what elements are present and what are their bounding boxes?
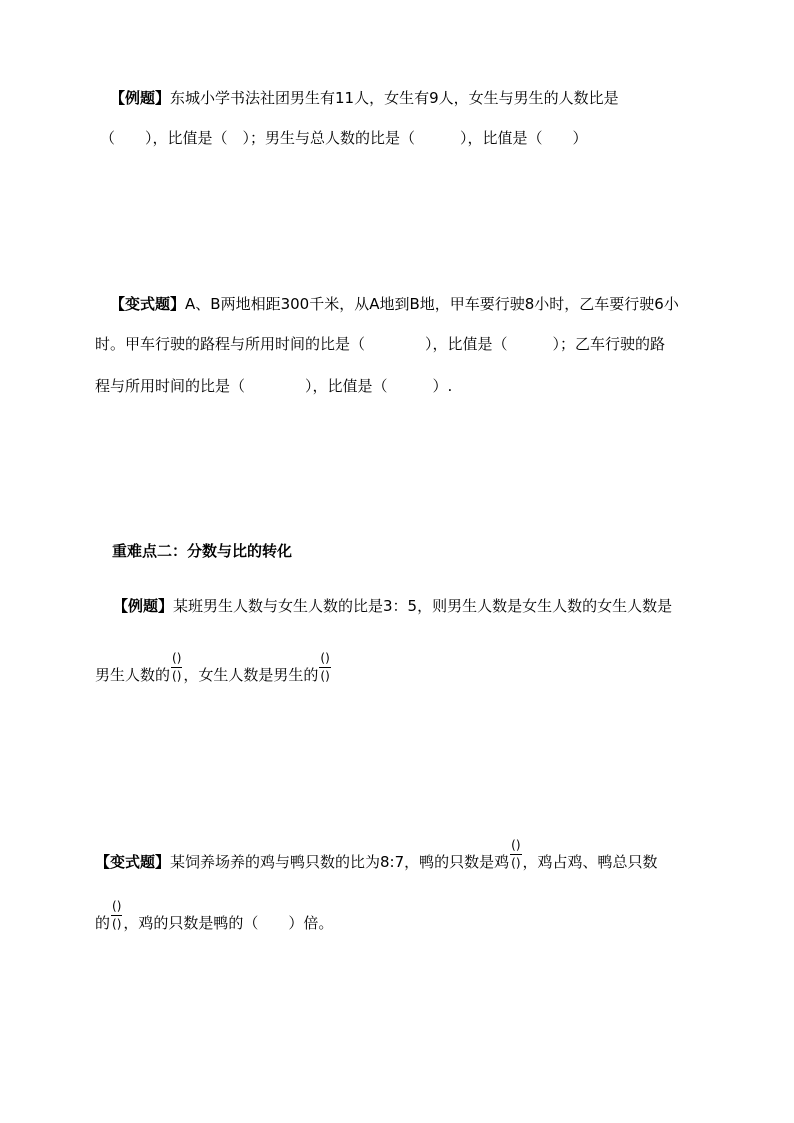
variant2-line2 [95, 899, 334, 939]
variant2-text1b: ，鸡占鸡、鸭总只数 [522, 853, 658, 871]
example2-tag: 【例题】 [113, 597, 174, 615]
fraction-blank[interactable] [171, 652, 182, 683]
example2-text1: 某班男生人数与女生人数的比是3：5，则男生人数是女生人数的女生人数是 [173, 597, 673, 615]
fraction-blank[interactable] [111, 900, 122, 931]
example1-text2: （ ），比值是（ ）；男生与总人数的比是（ ），比值是（ ） [100, 129, 588, 147]
fraction-numerator: () [172, 651, 182, 665]
variant1-text1: A、B两地相距300千米，从A地到B地，甲车要行驶8小时，乙车要行驶6小 [185, 295, 679, 313]
example1-line1 [110, 88, 619, 108]
variant2-text2a: 的 [95, 914, 111, 932]
variant1-text3: 程与所用时间的比是（ ），比值是（ ）. [95, 377, 453, 395]
fraction-denominator: () [511, 856, 521, 870]
fraction-denominator: () [172, 669, 182, 683]
example2-text2b: ，女生人数是男生的 [183, 666, 319, 684]
variant2-text1a: 某饲养场养的鸡与鸭只数的比为8:7，鸭的只数是鸡 [170, 853, 510, 871]
example2-line2 [95, 651, 332, 691]
variant1-text2: 时。甲车行驶的路程与所用时间的比是（ ），比值是（ ）；乙车行驶的路 [95, 335, 666, 353]
example1-tag: 【例题】 [110, 89, 171, 107]
variant1-line3 [95, 376, 452, 396]
fraction-numerator: () [511, 838, 521, 852]
fraction-denominator: () [112, 917, 122, 931]
example2-text2a: 男生人数的 [95, 666, 171, 684]
fraction-bar [510, 854, 521, 855]
fraction-bar [319, 667, 330, 668]
fraction-bar [111, 915, 122, 916]
variant1-line1 [110, 294, 679, 314]
variant1-line2 [95, 334, 665, 354]
fraction-numerator: () [320, 651, 330, 665]
variant2-tag: 【变式题】 [95, 853, 171, 871]
variant1-tag: 【变式题】 [110, 295, 186, 313]
fraction-denominator: () [320, 669, 330, 683]
fraction-blank[interactable] [319, 652, 330, 683]
example1-line2 [100, 128, 588, 148]
variant2-line1 [95, 838, 658, 878]
variant2-text2b: ，鸡的只数是鸭的（ ）倍。 [123, 914, 334, 932]
fraction-numerator: () [112, 899, 122, 913]
example1-text1: 东城小学书法社团男生有11人，女生有9人，女生与男生的人数比是 [170, 89, 619, 107]
section2-title: 重难点二：分数与比的转化 [112, 542, 293, 560]
fraction-bar [171, 667, 182, 668]
fraction-blank[interactable] [510, 839, 521, 870]
example2-line1 [113, 596, 672, 616]
